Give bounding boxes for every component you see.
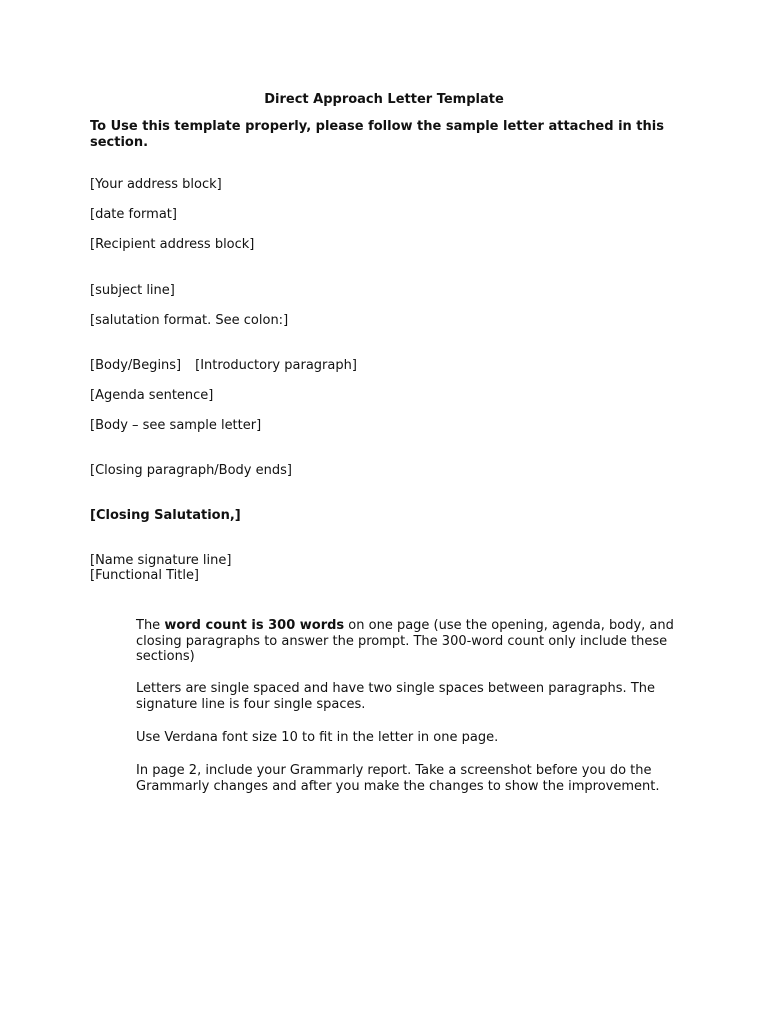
closing-salutation-placeholder: [Closing Salutation,] — [90, 508, 241, 523]
note-spacing-text: Letters are single spaced and have two single spaces between paragraphs. The signature line is four single spaces. — [136, 681, 655, 712]
note-word-count-suffix: on one page (use the opening, agenda, body, and closing paragraphs to answer the prompt. The 300-word count only include these sections) — [136, 618, 674, 664]
note-font — [136, 730, 676, 746]
salutation-placeholder: [salutation format. See colon:] — [90, 313, 289, 328]
note-grammarly — [136, 763, 676, 794]
note-word-count-emphasis: word count is 300 words — [164, 618, 345, 633]
intro-instruction: To Use this template properly, please follow the sample letter attached in this section. — [90, 119, 664, 150]
agenda-sentence-placeholder: [Agenda sentence] — [90, 388, 214, 403]
closing-paragraph-placeholder: [Closing paragraph/Body ends] — [90, 463, 292, 478]
address-block-placeholder: [Your address block] — [90, 177, 222, 192]
name-signature-placeholder: [Name signature line] — [90, 553, 232, 568]
note-spacing — [136, 681, 676, 712]
subject-line-placeholder: [subject line] — [90, 283, 175, 298]
body-begins-line — [90, 358, 357, 374]
body-sample-placeholder: [Body – see sample letter] — [90, 418, 262, 433]
page-title: Direct Approach Letter Template — [264, 92, 504, 107]
note-word-count-text — [136, 618, 676, 665]
note-word-count — [136, 618, 676, 665]
date-format-placeholder: [date format] — [90, 207, 177, 222]
functional-title-placeholder: [Functional Title] — [90, 568, 200, 583]
recipient-block-placeholder: [Recipient address block] — [90, 237, 255, 252]
note-grammarly-text: In page 2, include your Grammarly report. Take a screenshot before you do the Grammarly changes and after you make the changes to show the improvement. — [136, 763, 660, 794]
note-word-count-prefix: The — [136, 618, 165, 633]
introductory-paragraph-placeholder: [Introductory paragraph] — [195, 358, 357, 373]
note-font-text: Use Verdana font size 10 to fit in the letter in one page. — [136, 730, 499, 745]
body-begins-placeholder: [Body/Begins] — [90, 358, 182, 373]
